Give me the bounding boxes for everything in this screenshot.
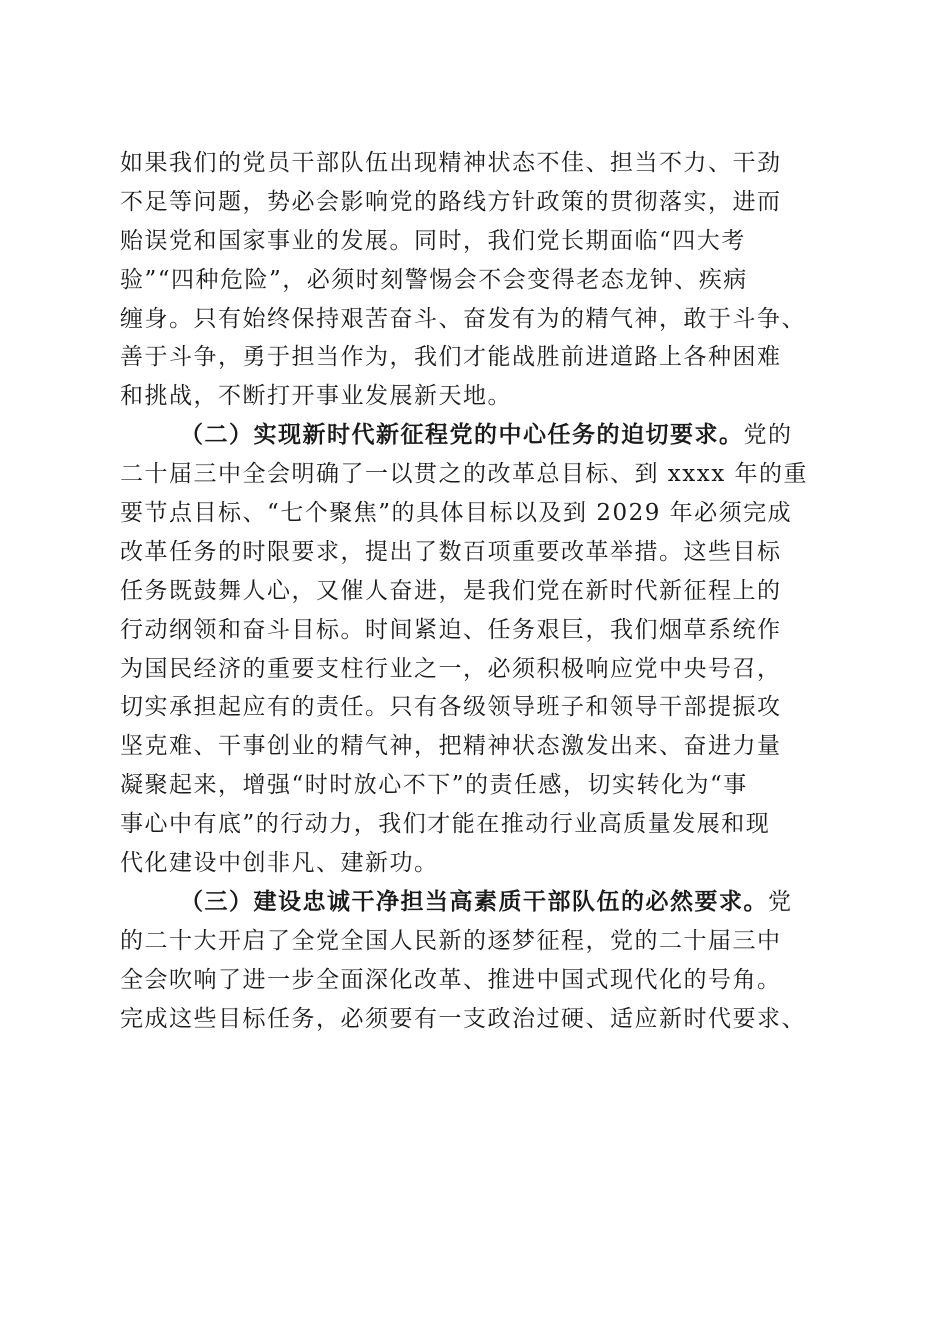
text-line: 验”“四种危险”，必须时刻警惕会不会变得老态龙钟、疾病 <box>120 266 748 293</box>
heading-continuation: 党 <box>768 888 793 915</box>
text-line: 行动纲领和奋斗目标。时间紧迫、任务艰巨，我们烟草系统作 <box>120 616 782 643</box>
text-line <box>120 416 840 455</box>
text-line: 贻误党和国家事业的发展。同时，我们党长期面临“四大考 <box>120 227 746 254</box>
heading-continuation: 党的 <box>743 422 793 449</box>
text-line <box>120 883 840 922</box>
text-line: 坚克难、干事创业的精气神，把精神状态激发出来、奋进力量 <box>120 733 782 760</box>
text-line: 不足等问题，势必会影响党的路线方针政策的贯彻落实，进而 <box>120 188 782 215</box>
text-line: 凝聚起来，增强“时时放心不下”的责任感，切实转化为“事 <box>120 772 748 799</box>
text-line: 全会吹响了进一步全面深化改革、推进中国式现代化的号角。 <box>120 966 782 993</box>
paragraph-3 <box>120 883 840 1039</box>
text-line: 事心中有底”的行动力，我们才能在推动行业高质量发展和现 <box>120 811 771 838</box>
text-line: 二十届三中全会明确了一以贯之的改革总目标、到 xxxx 年的重 <box>120 461 809 488</box>
paragraph-1 <box>120 144 840 416</box>
text-line: 如果我们的党员干部队伍出现精神状态不佳、担当不力、干劲 <box>120 150 782 176</box>
text-line: 完成这些目标任务，必须要有一支政治过硬、适应新时代要求、 <box>120 1005 806 1032</box>
text-line: 缠身。只有始终保持艰苦奋斗、奋发有为的精气神，敢于斗争、 <box>120 305 806 332</box>
text-line: 切实承担起应有的责任。只有各级领导班子和领导干部提振攻 <box>120 694 782 721</box>
text-line: 的二十大开启了全党全国人民新的逐梦征程，党的二十届三中 <box>120 927 782 954</box>
section-heading-3: （三）建设忠诚干净担当高素质干部队伍的必然要求。 <box>180 887 768 915</box>
text-line: 任务既鼓舞人心，又催人奋进，是我们党在新时代新征程上的 <box>120 577 782 604</box>
text-line: 代化建设中创非凡、建新功。 <box>120 850 439 877</box>
text-line: 和挑战，不断打开事业发展新天地。 <box>120 383 512 410</box>
document-body <box>120 144 840 1038</box>
text-line: 为国民经济的重要支柱行业之一，必须积极响应党中央号召， <box>120 655 782 682</box>
text-line: 改革任务的时限要求，提出了数百项重要改革举措。这些目标 <box>120 538 782 565</box>
text-line: 善于斗争，勇于担当作为，我们才能战胜前进道路上各种困难 <box>120 344 782 371</box>
paragraph-2 <box>120 416 840 883</box>
section-heading-2: （二）实现新时代新征程党的中心任务的迫切要求。 <box>180 421 744 449</box>
text-line: 要节点目标、“七个聚焦”的具体目标以及到 2029 年必须完成 <box>120 500 793 527</box>
